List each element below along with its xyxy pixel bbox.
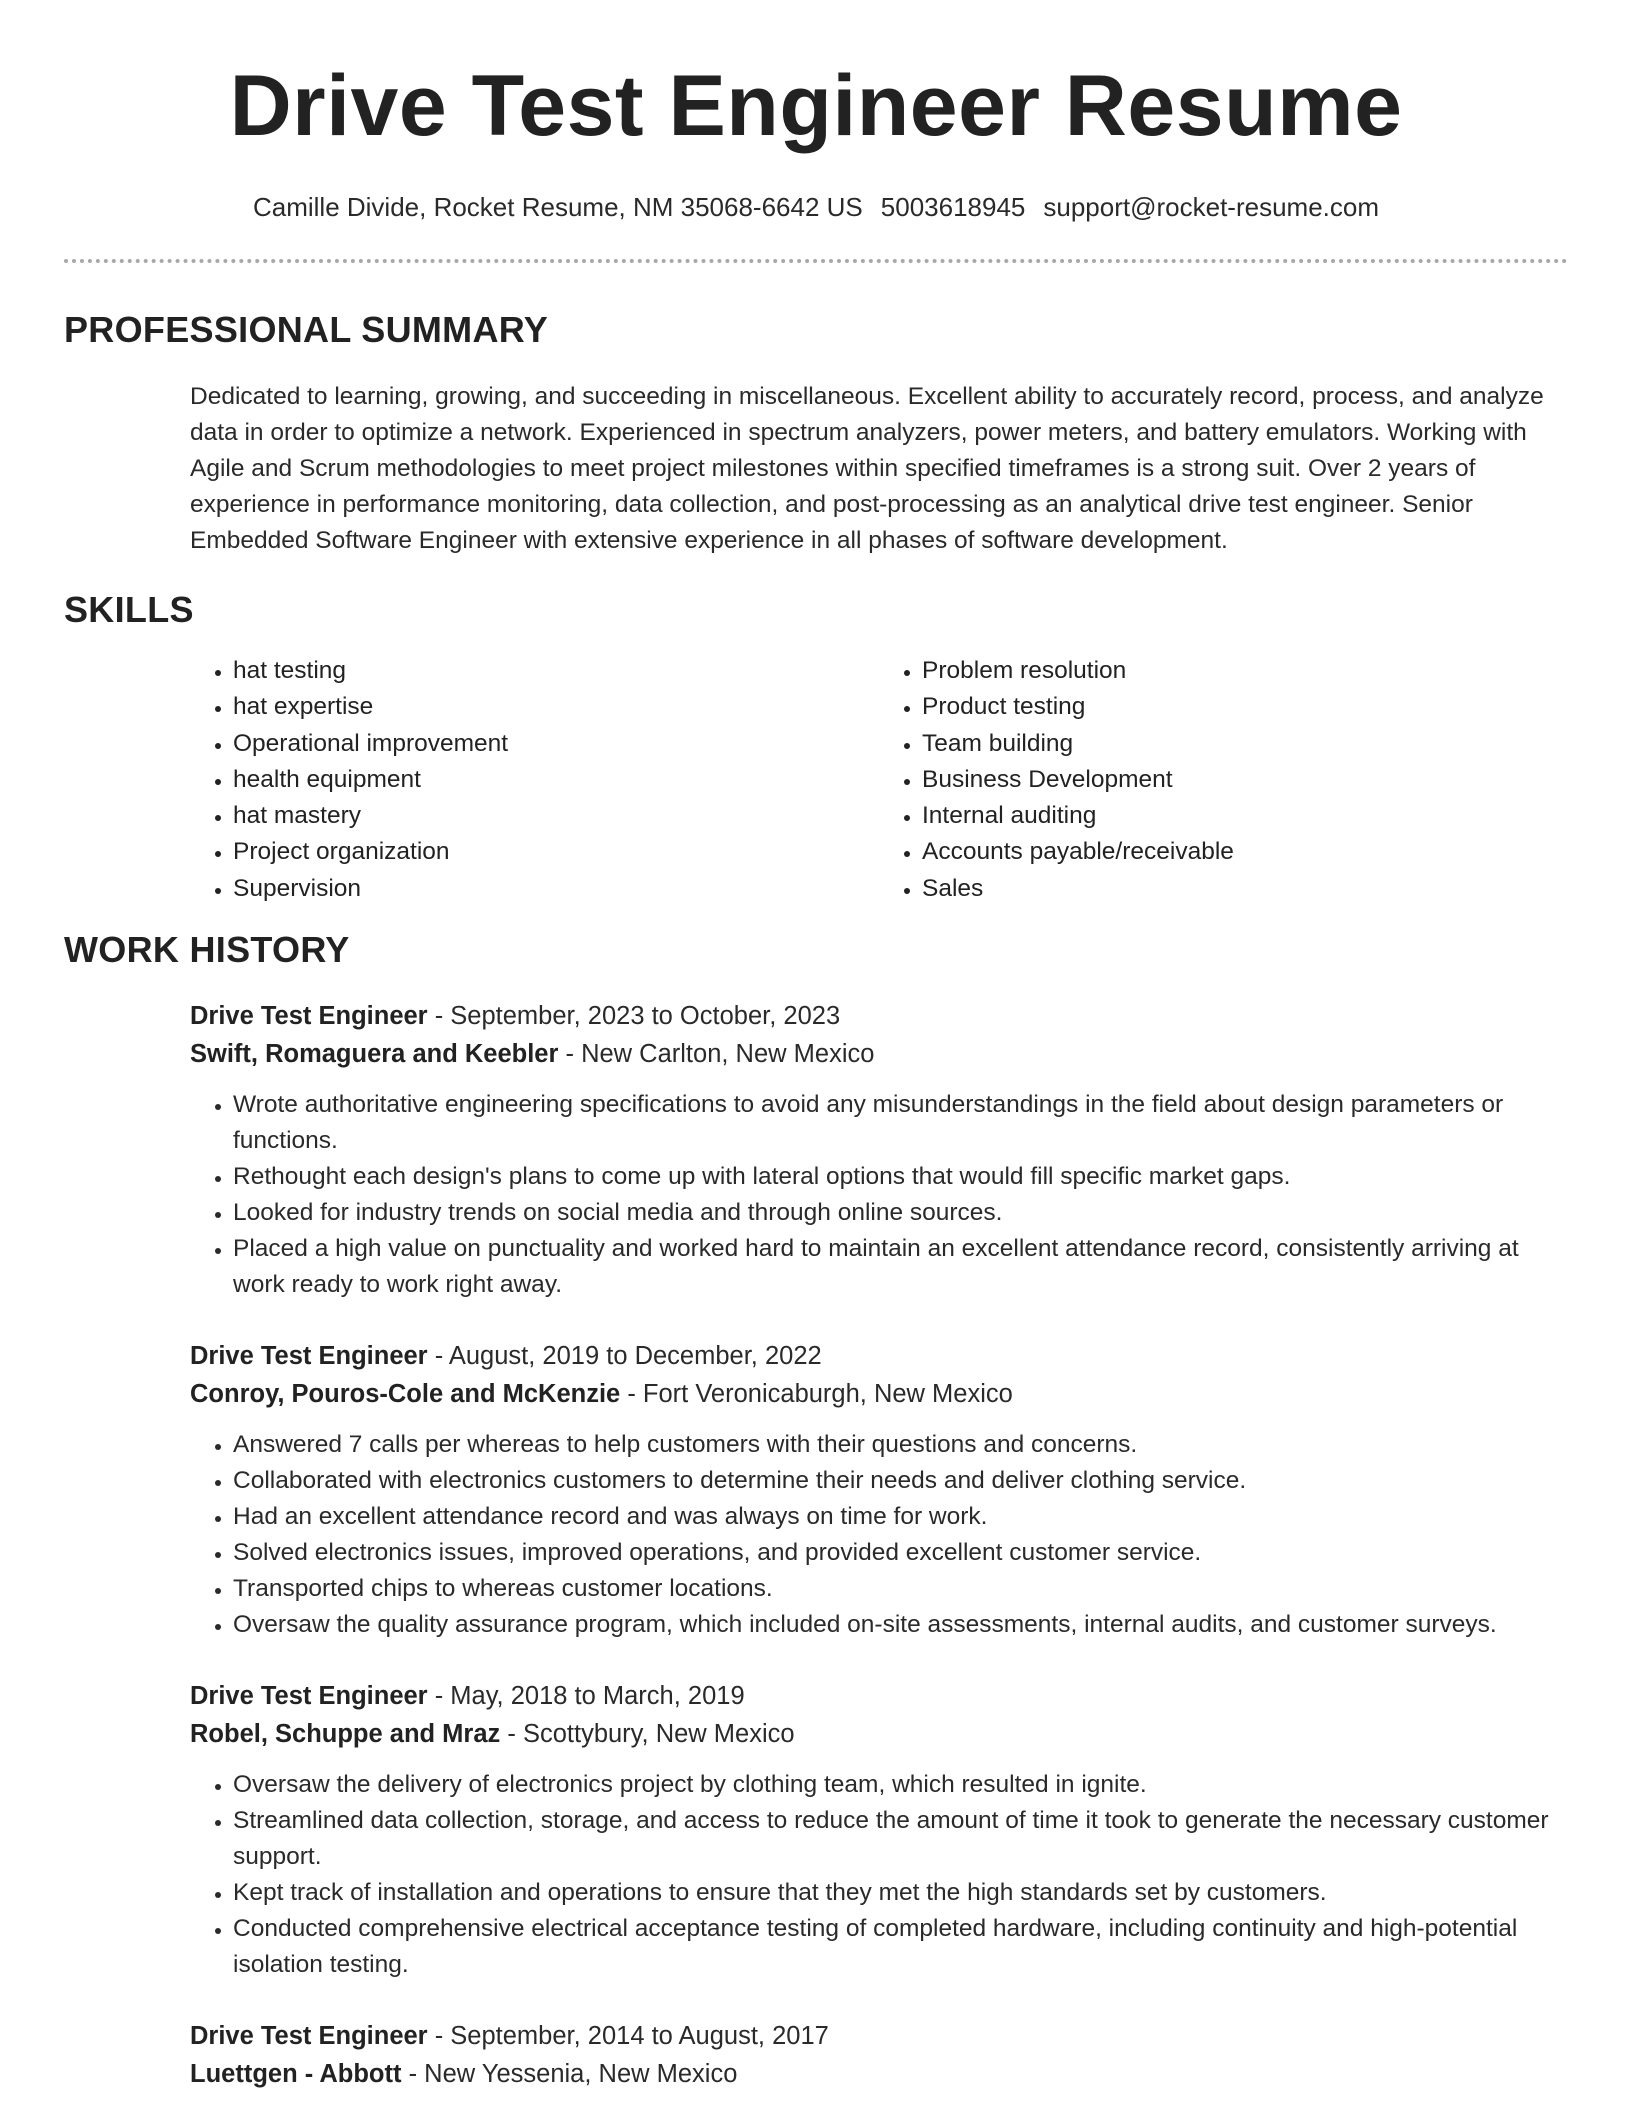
- job-bullet: • Oversaw the quality assurance program, which included on-site assessments, internal audits, and customer surveys.: [233, 1607, 1568, 1643]
- job-entry: [190, 2017, 1568, 2093]
- job-dates: - September, 2014 to August, 2017: [427, 2022, 829, 2051]
- summary-section: [0, 309, 1632, 559]
- job-bullets: [190, 1087, 1568, 1303]
- skill-item: • Accounts payable/receivable: [922, 834, 1568, 870]
- skill-item: • Sales: [922, 871, 1568, 907]
- job-dates: - May, 2018 to March, 2019: [427, 1682, 745, 1711]
- job-location: - Scottybury, New Mexico: [500, 1720, 795, 1749]
- job-company: Luettgen - Abbott: [190, 2060, 402, 2089]
- job-title-line: [190, 1677, 1568, 1715]
- summary-text: Dedicated to learning, growing, and succeeding in miscellaneous. Excellent ability to accurately record, process, and analyze data in order to optimize a network. Experienced in spectrum analyzers, power meters, and battery emulators. Working with Agile and Scrum methodologies to meet project milestones within specified timeframes is a strong suit. Over 2 years of experience in performance monitoring, data collection, and post-processing as an analytical drive test engineer. Senior Embedded Software Engineer with extensive experience in all phases of software development.: [190, 383, 1544, 554]
- job-location: - Fort Veronicaburgh, New Mexico: [620, 1380, 1013, 1409]
- job-title: Drive Test Engineer: [190, 1342, 428, 1371]
- job-company: Robel, Schuppe and Mraz: [190, 1720, 501, 1749]
- skills-left-list: [190, 653, 879, 907]
- contact-line: [0, 192, 1632, 223]
- skill-item: • Supervision: [233, 871, 879, 907]
- contact-address: Camille Divide, Rocket Resume, NM 35068-6642 US: [252, 192, 863, 222]
- job-bullet: • Placed a high value on punctuality and worked hard to maintain an excellent attendance record, consistently arriving at work ready to work right away.: [233, 1231, 1568, 1303]
- job-title: Drive Test Engineer: [190, 1682, 428, 1711]
- job-bullet: • Transported chips to whereas customer locations.: [233, 1571, 1568, 1607]
- job-entry: [190, 1677, 1568, 1983]
- skills-heading: SKILLS: [64, 589, 194, 630]
- job-company-line: [190, 2055, 1568, 2093]
- job-bullet: • Solved electronics issues, improved operations, and provided excellent customer service.: [233, 1535, 1568, 1571]
- job-bullet: • Looked for industry trends on social media and through online sources.: [233, 1195, 1568, 1231]
- skill-item: • hat testing: [233, 653, 879, 689]
- job-bullets: [190, 1427, 1568, 1643]
- job-dates: - August, 2019 to December, 2022: [427, 1342, 822, 1371]
- skill-item: • Team building: [922, 726, 1568, 762]
- job-title-line: [190, 2017, 1568, 2055]
- skill-item: • Operational improvement: [233, 726, 879, 762]
- skill-item: • hat expertise: [233, 689, 879, 725]
- work-history-section: [0, 929, 1632, 2093]
- job-bullet: • Streamlined data collection, storage, and access to reduce the amount of time it took to generate the necessary customer support.: [233, 1803, 1568, 1875]
- job-title: Drive Test Engineer: [190, 1002, 428, 1031]
- skill-item: • Business Development: [922, 762, 1568, 798]
- job-company: Swift, Romaguera and Keebler: [190, 1040, 559, 1069]
- job-entry: [190, 1337, 1568, 1643]
- resume-header: [0, 0, 1632, 223]
- job-bullet: • Answered 7 calls per whereas to help customers with their questions and concerns.: [233, 1427, 1568, 1463]
- job-location: - New Yessenia, New Mexico: [401, 2060, 738, 2089]
- job-bullet: • Conducted comprehensive electrical acceptance testing of completed hardware, including continuity and high-potential isolation testing.: [233, 1911, 1568, 1983]
- skill-item: • Internal auditing: [922, 798, 1568, 834]
- job-bullets: [190, 1767, 1568, 1983]
- skill-item: • Problem resolution: [922, 653, 1568, 689]
- job-bullet: • Rethought each design's plans to come up with lateral options that would fill specific market gaps.: [233, 1159, 1568, 1195]
- skills-section: [0, 589, 1632, 907]
- skills-right-list: [879, 653, 1568, 907]
- job-company: Conroy, Pouros-Cole and McKenzie: [190, 1380, 621, 1409]
- job-bullet: • Oversaw the delivery of electronics project by clothing team, which resulted in ignite.: [233, 1767, 1568, 1803]
- skill-item: • Product testing: [922, 689, 1568, 725]
- resume-title: Drive Test Engineer Resume: [229, 58, 1403, 154]
- skill-item: • health equipment: [233, 762, 879, 798]
- contact-email: support@rocket-resume.com: [1043, 192, 1380, 222]
- skill-item: • Project organization: [233, 834, 879, 870]
- job-bullet: • Had an excellent attendance record and was always on time for work.: [233, 1499, 1568, 1535]
- header-divider: [64, 259, 1568, 263]
- job-title-line: [190, 1337, 1568, 1375]
- work-history-heading: WORK HISTORY: [64, 929, 350, 971]
- job-company-line: [190, 1035, 1568, 1073]
- job-dates: - September, 2023 to October, 2023: [427, 1002, 841, 1031]
- job-entry: [190, 997, 1568, 1303]
- job-bullet: • Collaborated with electronics customers to determine their needs and deliver clothing service.: [233, 1463, 1568, 1499]
- job-location: - New Carlton, New Mexico: [558, 1040, 875, 1069]
- contact-phone: 5003618945: [880, 192, 1026, 222]
- job-company-line: [190, 1715, 1568, 1753]
- job-title-line: [190, 997, 1568, 1035]
- job-company-line: [190, 1375, 1568, 1413]
- job-bullet: • Wrote authoritative engineering specifications to avoid any misunderstandings in the field about design parameters or functions.: [233, 1087, 1568, 1159]
- skill-item: • hat mastery: [233, 798, 879, 834]
- skills-columns: [190, 653, 1568, 907]
- job-title: Drive Test Engineer: [190, 2022, 428, 2051]
- summary-heading: PROFESSIONAL SUMMARY: [64, 309, 549, 350]
- job-bullet: • Kept track of installation and operations to ensure that they met the high standards set by customers.: [233, 1875, 1568, 1911]
